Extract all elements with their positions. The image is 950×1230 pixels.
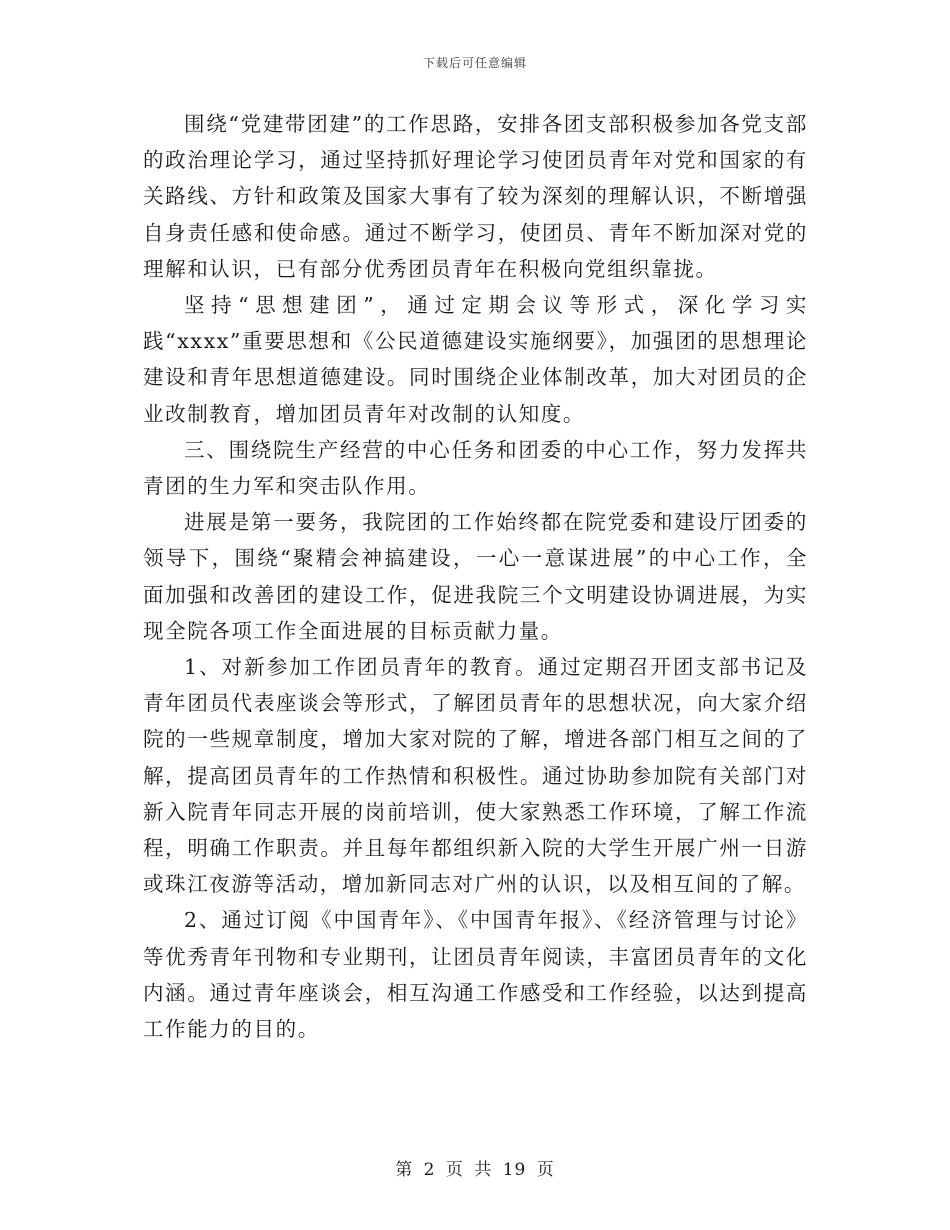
- paragraph-ideological-building: 坚持“思想建团”，通过定期会议等形式，深化学习实践“xxxx”重要思想和《公民道德建设实施纲要》，加强团的思想理论建设和青年思想道德建设。同时围绕企业体制改革，加大对团员的企业改制教育，增加团员青年对改制的认知度。: [143, 293, 808, 426]
- paragraph-periodicals: 2、通过订阅《中国青年》、《中国青年报》、《经济管理与讨论》等优秀青年刊物和专业期刊，让团员青年阅读，丰富团员青年的文化内涵。通过青年座谈会，相互沟通工作感受和工作经验，以达到提高工作能力的目的。: [143, 908, 808, 1042]
- page-footer: 第 2 页 共 19 页: [395, 1160, 555, 1180]
- paragraph-section-three: 三、围绕院生产经营的中心任务和团委的中心工作，努力发挥共青团的生力军和突击队作用。: [143, 437, 808, 499]
- body-content: [143, 106, 808, 1047]
- paragraph-development: 进展是第一要务，我院团的工作始终都在院党委和建设厅团委的领导下，围绕“聚精会神搞建设，一心一意谋进展”的中心工作，全面加强和改善团的建设工作，促进我院三个文明建设协调进展，为实现全院各项工作全面进展的目标贡献力量。: [143, 510, 808, 643]
- page-header: 下载后可任意编辑: [422, 56, 527, 70]
- paragraph-party-building: 围绕“党建带团建”的工作思路，安排各团支部积极参加各党支部的政治理论学习，通过坚持抓好理论学习使团员青年对党和国家的有关路线、方针和政策及国家大事有了较为深刻的理解认识，不断增强自身责任感和使命感。通过不断学习，使团员、青年不断加深对党的理解和认识，已有部分优秀团员青年在积极向党组织靠拢。: [143, 112, 808, 281]
- paragraph-new-staff-education: 1、对新参加工作团员青年的教育。通过定期召开团支部书记及青年团员代表座谈会等形式，了解团员青年的思想状况，向大家介绍院的一些规章制度，增加大家对院的了解，增进各部门相互之间的了解，提高团员青年的工作热情和积极性。通过协助参加院有关部门对新入院青年同志开展的岗前培训，使大家熟悉工作环境，了解工作流程，明确工作职责。并且每年都组织新入院的大学生开展广州一日游或珠江夜游等活动，增加新同志对广州的认识，以及相互间的了解。: [143, 655, 808, 897]
